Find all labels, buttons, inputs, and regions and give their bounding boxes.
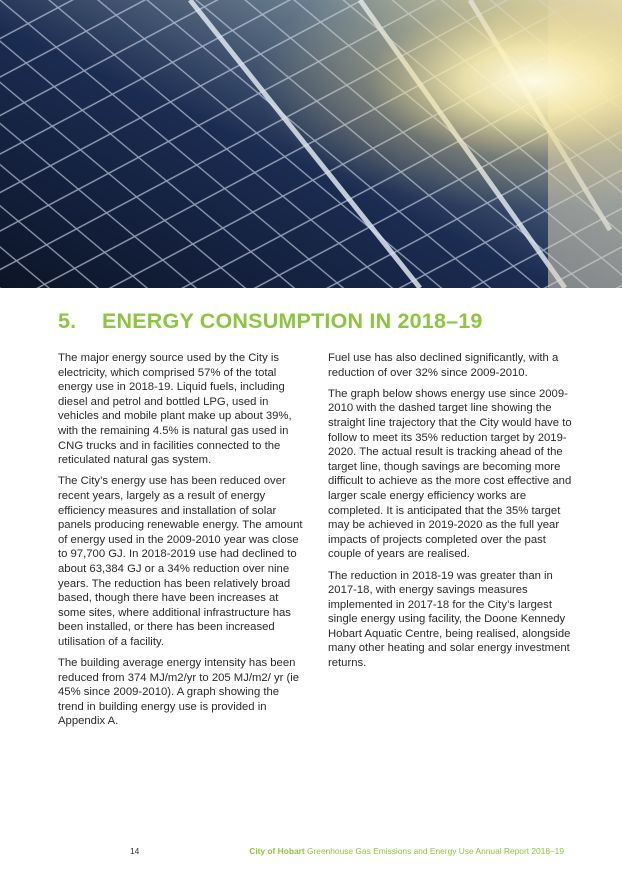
left-text-column: [58, 351, 306, 736]
solar-panel-photo: [0, 0, 622, 288]
footer-org: City of Hobart: [249, 846, 305, 856]
paragraph: The City’s energy use has been reduced over recent years, largely as a result of energy efficiency measures and installation of solar panels producing renewable energy. The amount of energy used in the 2009-2010 year was close to 97,700 GJ. In 2018-2019 use had declined to about 63,384 GJ or a 34% reduction over nine years. The reduction has been relatively broad based, though there have been increases at some sites, where additional infrastructure has been installed, or there has been increased utilisation of a facility.: [58, 475, 303, 648]
section-number: 5.: [58, 309, 77, 333]
paragraph: The building average energy intensity has been reduced from 374 MJ/m2/yr to 205 MJ/m2/ yr (ie 45% since 2009-2010). A graph showing the trend in building energy use is provided in Appendix A.: [58, 657, 300, 728]
footer-title: Greenhouse Gas Emissions and Energy Use Annual Report 2018–19: [307, 846, 564, 856]
paragraph: The reduction in 2018-19 was greater than in 2017-18, with energy savings measures implemented in 2017-18 for the City’s largest single energy using facility, the Doone Kennedy Hobart Aquatic Centre, being realised, alongside many other heating and solar energy investment returns.: [328, 569, 571, 670]
section-heading: [58, 309, 578, 334]
footer-report-title: [249, 846, 564, 856]
section-title: ENERGY CONSUMPTION IN 2018–19: [102, 309, 483, 333]
paragraph: The graph below shows energy use since 2009-2010 with the dashed target line showing the straight line trajectory that the City would have to follow to meet its 35% reduction target by 2019-2020. The actual result is tracking ahead of the target line, though savings are becoming more difficult to achieve as the more cost effective and larger scale energy efficiency works are completed. It is anticipated that the 35% target may be achieved in 2019-2020 as the full year impacts of projects completed over the past couple of years are realised.: [328, 387, 572, 561]
paragraph: The major energy source used by the City is electricity, which comprised 57% of the total energy use in 2018-19. Liquid fuels, including diesel and petrol and bottled LPG, used in vehicles and mobile plant make up about 39%, with the remaining 4.5% is natural gas used in CNG trucks and in facilities connected to the reticulated natural gas system.: [58, 352, 292, 467]
solar-panel-illustration: [0, 0, 622, 288]
paragraph: Fuel use has also declined significantly, with a reduction of over 32% since 2009-2010.: [328, 352, 559, 379]
right-text-column: [328, 351, 572, 677]
page-number: 14: [130, 846, 140, 856]
